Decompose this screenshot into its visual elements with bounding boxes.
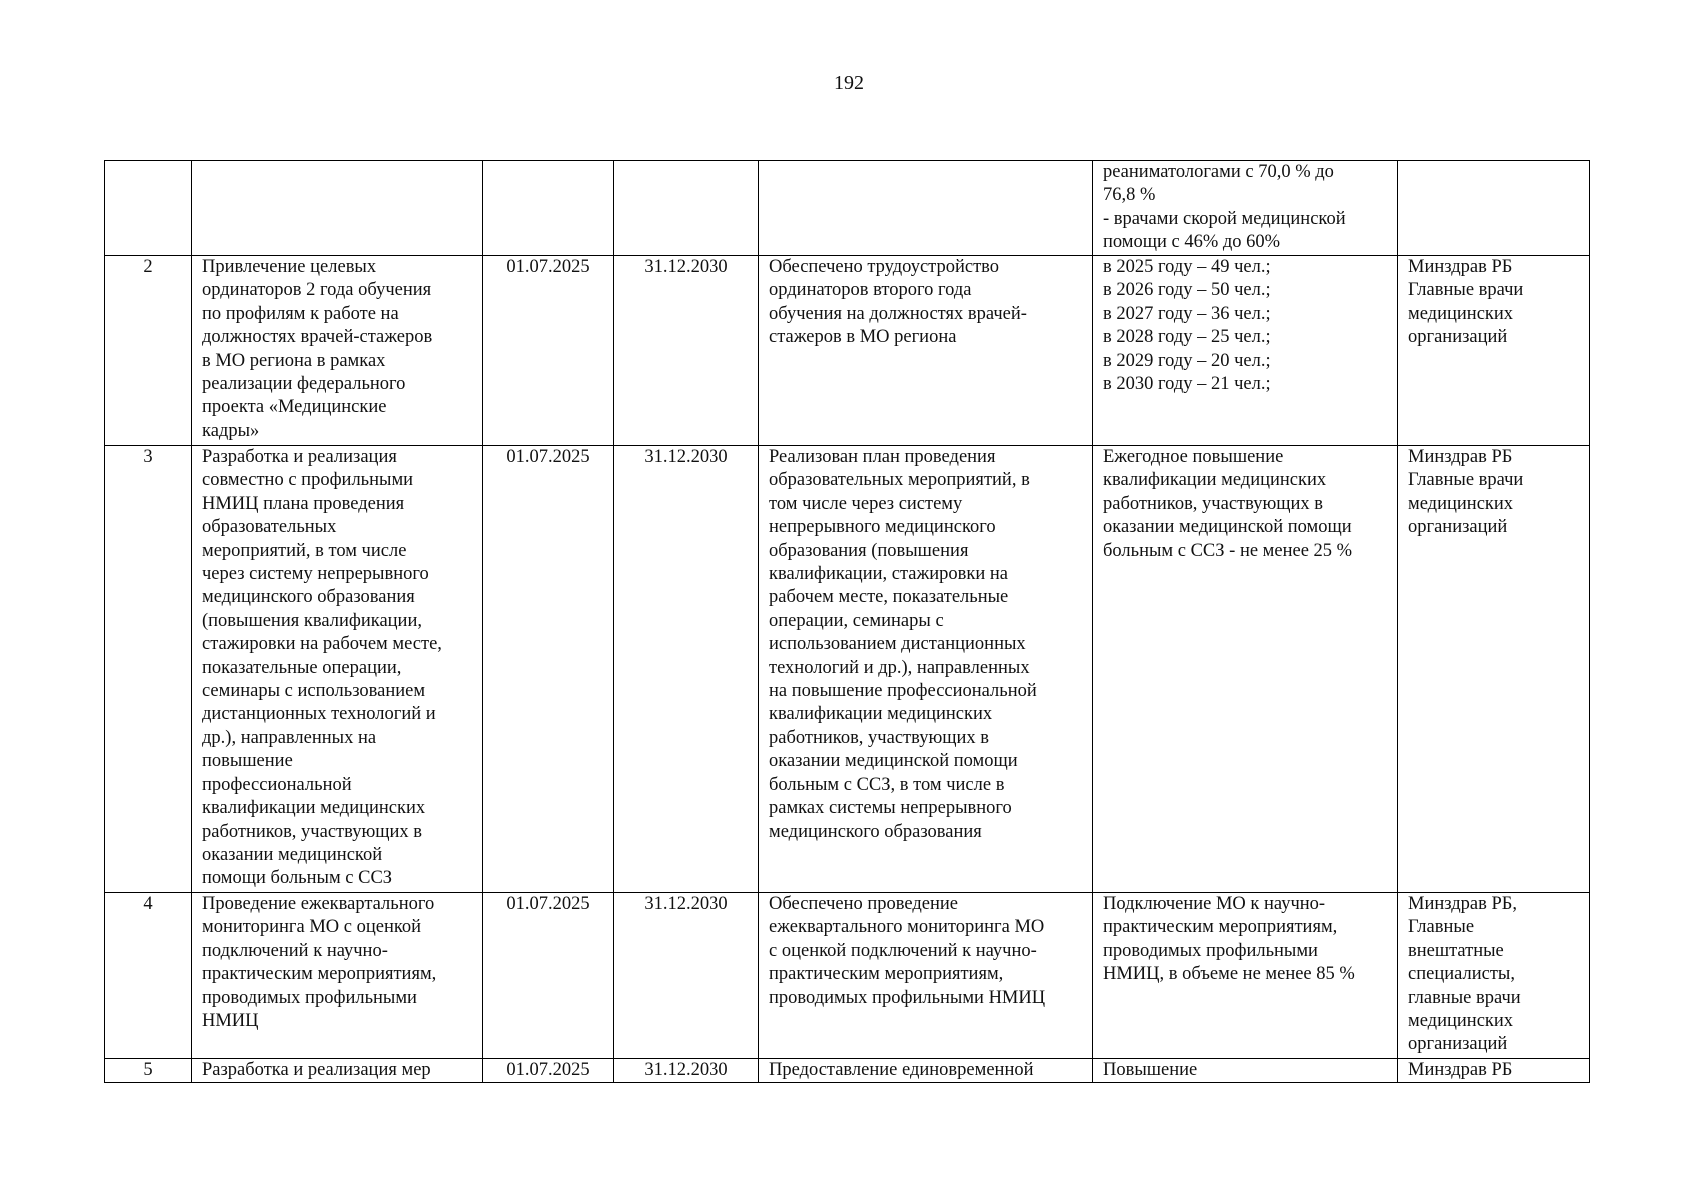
indicator-cell: Подключение МО к научно- практическим мероприятиям, проводимых профильными НМИЦ, в объеме не менее 85 %	[1093, 893, 1398, 1059]
end-date-cell	[614, 161, 759, 256]
row-number-cell: 4	[105, 893, 192, 1059]
activity-cell: Проведение ежеквартального мониторинга МО с оценкой подключений к научно- практическим мероприятиям, проводимых профильными НМИЦ	[192, 893, 483, 1059]
page-number: 192	[834, 72, 864, 94]
responsible-cell: Минздрав РБ Главные врачи медицинских организаций	[1398, 256, 1590, 446]
table-row	[105, 893, 1590, 1059]
end-date-cell: 31.12.2030	[614, 893, 759, 1059]
row-number-cell: 3	[105, 446, 192, 893]
result-cell: Предоставление единовременной	[759, 1059, 1093, 1083]
responsible-cell: Минздрав РБ	[1398, 1059, 1590, 1083]
table-row	[105, 256, 1590, 446]
start-date-cell: 01.07.2025	[483, 256, 614, 446]
table-row	[105, 1059, 1590, 1083]
start-date-cell	[483, 161, 614, 256]
activity-cell: Привлечение целевых ординаторов 2 года обучения по профилям к работе на должностях врачей-стажеров в МО региона в рамках реализации федерального проекта «Медицинские кадры»	[192, 256, 483, 446]
activity-cell: Разработка и реализация совместно с профильными НМИЦ плана проведения образовательных мероприятий, в том числе через систему непрерывного медицинского образования (повышения квалификации, стажировки на рабочем месте, показательные операции, семинары с использованием дистанционных технологий и др.), направленных на повышение профессиональной квалификации медицинских работников, участвующих в оказании медицинской помощи больным с ССЗ	[192, 446, 483, 893]
start-date-cell: 01.07.2025	[483, 1059, 614, 1083]
result-cell: Обеспечено проведение ежеквартального мониторинга МО с оценкой подключений к научно- практическим мероприятиям, проводимых профильными НМИЦ	[759, 893, 1093, 1059]
result-cell	[759, 161, 1093, 256]
row-number-cell	[105, 161, 192, 256]
responsible-cell	[1398, 161, 1590, 256]
table-row	[105, 446, 1590, 893]
responsible-cell: Минздрав РБ, Главные внештатные специалисты, главные врачи медицинских организаций	[1398, 893, 1590, 1059]
activity-cell: Разработка и реализация мер	[192, 1059, 483, 1083]
result-cell: Реализован план проведения образовательных мероприятий, в том числе через систему непрерывного медицинского образования (повышения квалификации, стажировки на рабочем месте, показательные операции, семинары с использованием дистанционных технологий и др.), направленных на повышение профессиональной квалификации медицинских работников, участвующих в оказании медицинской помощи больным с ССЗ, в том числе в рамках системы непрерывного медицинского образования	[759, 446, 1093, 893]
row-number-cell: 2	[105, 256, 192, 446]
result-cell: Обеспечено трудоустройство ординаторов второго года обучения на должностях врачей- стажеров в МО региона	[759, 256, 1093, 446]
indicator-cell: реаниматологами с 70,0 % до 76,8 % - врачами скорой медицинской помощи с 46% до 60%	[1093, 161, 1398, 256]
start-date-cell: 01.07.2025	[483, 446, 614, 893]
start-date-cell: 01.07.2025	[483, 893, 614, 1059]
end-date-cell: 31.12.2030	[614, 256, 759, 446]
responsible-cell: Минздрав РБ Главные врачи медицинских организаций	[1398, 446, 1590, 893]
indicator-cell: Ежегодное повышение квалификации медицинских работников, участвующих в оказании медицинской помощи больным с ССЗ - не менее 25 %	[1093, 446, 1398, 893]
end-date-cell: 31.12.2030	[614, 446, 759, 893]
indicator-cell: Повышение	[1093, 1059, 1398, 1083]
indicator-cell: в 2025 году – 49 чел.; в 2026 году – 50 чел.; в 2027 году – 36 чел.; в 2028 году – 25 чел.; в 2029 году – 20 чел.; в 2030 году – 21 чел.;	[1093, 256, 1398, 446]
row-number-cell: 5	[105, 1059, 192, 1083]
table-row	[105, 161, 1590, 256]
measures-table	[104, 160, 1590, 1083]
end-date-cell: 31.12.2030	[614, 1059, 759, 1083]
activity-cell	[192, 161, 483, 256]
